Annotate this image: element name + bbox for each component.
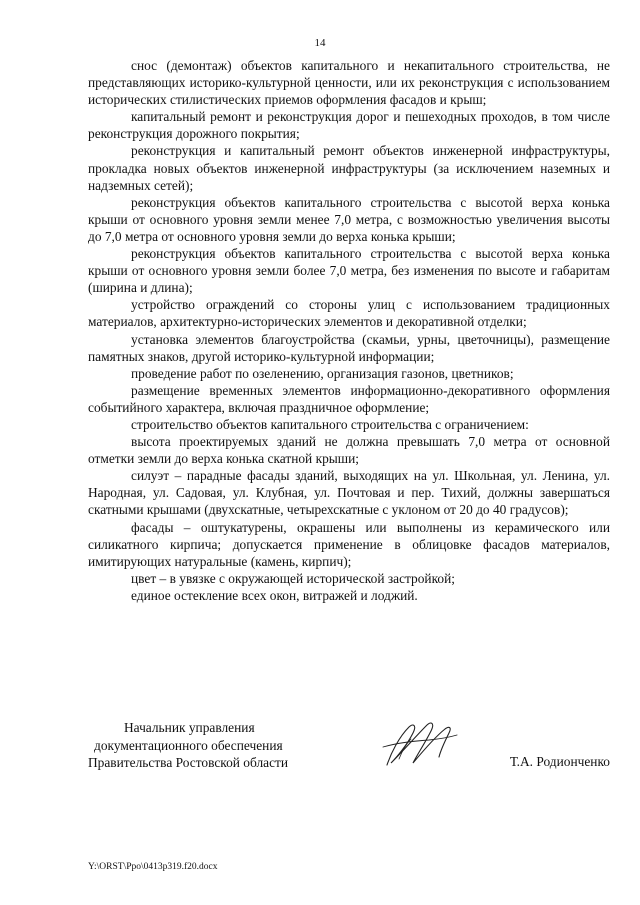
handwritten-signature-image [373, 713, 463, 775]
paragraph: размещение временных элементов информационно-декоративного оформления событийного характера, включая праздничное оформление; [88, 382, 610, 415]
page-number: 14 [314, 37, 326, 49]
paragraph: реконструкция объектов капитального строительства с высотой верха конька крыши от основного уровня земли более 7,0 метра, без изменения по высоте и габаритам (ширина и длина); [88, 246, 610, 296]
signatory-title [88, 719, 288, 772]
paragraph: капитальный ремонт и реконструкция дорог и пешеходных проходов, в том числе реконструкция дорожного покрытия; [88, 109, 610, 142]
paragraph: строительство объектов капитального строительства с ограничением: [131, 416, 529, 432]
paragraph: цвет – в увязке с окружающей исторической застройкой; [131, 570, 456, 586]
paragraph: снос (демонтаж) объектов капитального и некапитального строительства, не представляющих историко-культурной ценности, или их реконструкция с использованием исторических стилистических приемов оформления фасадов и крыш; [88, 58, 610, 108]
signature-block [88, 719, 610, 779]
paragraph: установка элементов благоустройства (скамьи, урны, цветочницы), размещение памятных знаков, другой историко-культурной информации; [88, 331, 610, 364]
paragraph: проведение работ по озеленению, организация газонов, цветников; [131, 365, 514, 381]
paragraph: устройство ограждений со стороны улиц с использованием традиционных материалов, архитектурно-исторических элементов и декоративной отделки; [88, 297, 610, 330]
file-path: Y:\ORST\Ppo\0413p319.f20.docx [88, 862, 218, 872]
signatory-title-line: Начальник управления [124, 720, 255, 735]
paragraph: силуэт – парадные фасады зданий, выходящих на ул. Школьная, ул. Ленина, ул. Народная, ул. Садовая, ул. Клубная, ул. Почтовая и пер. Тихий, должны завершаться скатными крышами (двухскатные, четырехскатные с уклоном от 20 до 40 градусов); [88, 468, 610, 518]
signatory-title-line: Правительства Ростовской области [88, 755, 289, 770]
paragraph: высота проектируемых зданий не должна превышать 7,0 метра от основной отметки земли до верха конька скатной крыши; [88, 434, 610, 467]
signatory-name: Т.А. Родионченко [509, 754, 610, 769]
paragraph: реконструкция объектов капитального строительства с высотой верха конька крыши от основного уровня земли менее 7,0 метра, с возможностью увеличения высоты до 7,0 метра от основного уровня земли до верха конька крыши; [88, 194, 610, 244]
paragraph: единое остекление всех окон, витражей и лоджий. [131, 587, 418, 603]
paragraph: реконструкция и капитальный ремонт объектов инженерной инфраструктуры, прокладка новых объектов инженерной инфраструктуры (за исключением наземных и надземных сетей); [88, 143, 610, 193]
signatory-title-line: документационного обеспечения [94, 737, 283, 753]
paragraph: фасады – оштукатурены, окрашены или выполнены из керамического или силикатного кирпича; допускается применение в облицовке фасадов материалов, имитирующих натуральные (камень, кирпич); [88, 519, 610, 569]
body-text [88, 57, 610, 604]
